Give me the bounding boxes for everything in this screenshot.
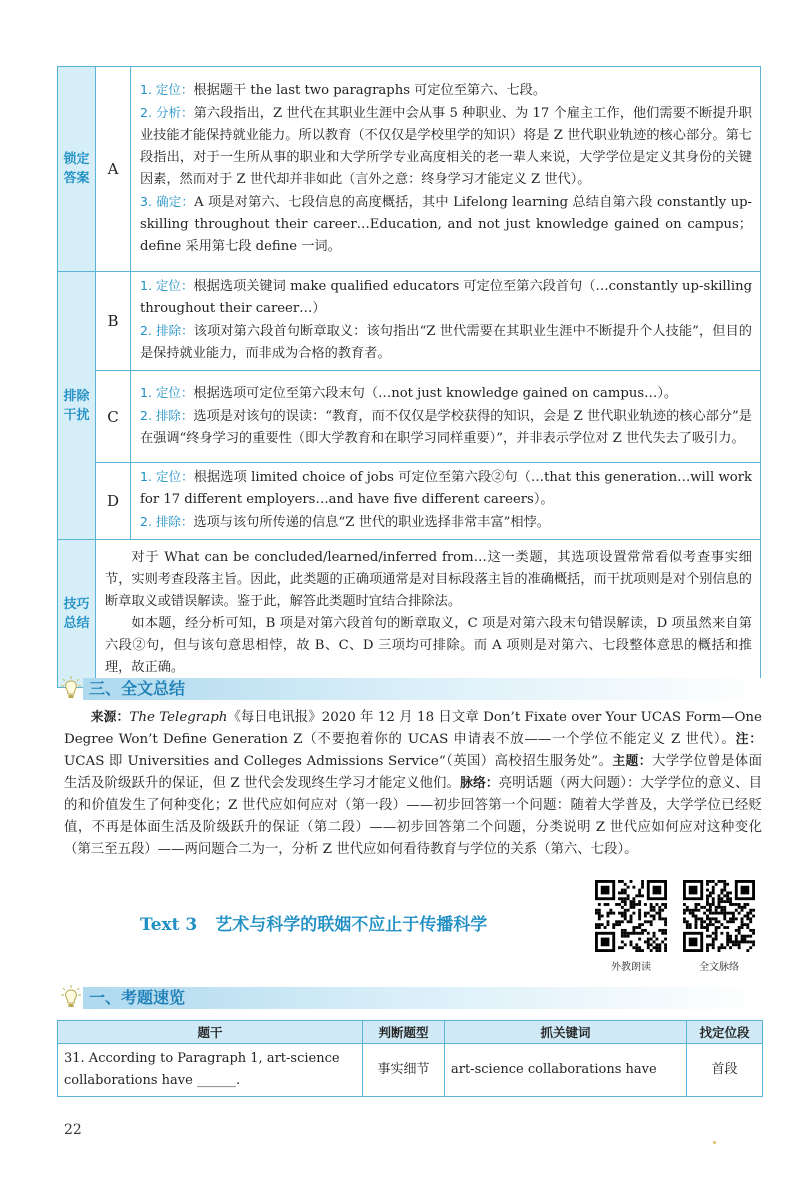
category-label: 锁定 答案 bbox=[63, 152, 90, 186]
step-text: 选项是对该句的误读：“教育，而不仅仅是学校获得的知识，会是 Z 世代职业轨迹的核心部分”是在强调“终身学习的重要性（即大学教育和在职学习同样重要）”，并非表示学位对 Z 世代失去了吸引力。 bbox=[140, 408, 752, 446]
text3-heading bbox=[140, 910, 487, 935]
step-label: 2. 排除： bbox=[140, 514, 194, 529]
category-exclude bbox=[58, 272, 96, 540]
category-label: 排除 干扰 bbox=[63, 388, 90, 423]
step-text: 根据选项 limited choice of jobs 可定位至第六段②句（…that this generation…will work for 17 different employers…and have five different careers）。 bbox=[140, 470, 752, 507]
note-label: 注： bbox=[735, 732, 763, 747]
step-label: 2. 分析： bbox=[140, 104, 194, 120]
decorative-dot bbox=[713, 1141, 716, 1144]
option-a: A bbox=[96, 67, 131, 272]
option-b-analysis bbox=[131, 272, 761, 371]
category-lock-answer bbox=[58, 67, 96, 272]
section-header-overview bbox=[57, 983, 765, 1013]
option-c: C bbox=[96, 371, 131, 463]
option-d-analysis bbox=[131, 463, 761, 540]
step-label: 1. 定位： bbox=[140, 384, 194, 400]
question-table-header bbox=[58, 1021, 763, 1044]
section-header-summary bbox=[57, 674, 765, 704]
header-cell: 题干 bbox=[58, 1021, 363, 1044]
note-text: UCAS 即 Universities and Colleges Admissions Service“（英国）高校招生服务处”。 bbox=[64, 754, 613, 769]
tips-paragraph: 对于 What can be concluded/learned/inferred from…这一类题，其选项设置常常看似考查事实细节，实则考查段落主旨。因此，此类题的正确项通常是对目标段落主旨的准确概括，而干扰项则是对个别信息的断章取义或错误解读。鉴于此，解答此类题时宜结合排除法。 bbox=[105, 549, 752, 609]
qr-caption-reading: 外教朗读 bbox=[611, 962, 651, 973]
step-text: 第六段指出，Z 世代在其职业生涯中会从事 5 种职业、为 17 个雇主工作，他们需要不断提升职业技能才能保持就业能力。所以教育（不仅仅是学校里学的知识）将是 Z 世代职业轨迹的核心部分。第七段指出，对于一生所从事的职业和大学所学专业高度相关的老一辈人来说，大学学位是定义其身份的关键因素，然而对于 Z 世代却并非如此（言外之意：终身学习才能定义 Z 世代）。 bbox=[140, 105, 752, 187]
option-a-analysis bbox=[131, 67, 761, 272]
qr-code-reading[interactable] bbox=[595, 880, 667, 952]
text3-number: Text 3 bbox=[140, 915, 198, 935]
analysis-table bbox=[57, 66, 761, 688]
tips-text bbox=[96, 540, 761, 688]
summary-text bbox=[64, 707, 762, 861]
question-paragraph: 首段 bbox=[687, 1044, 763, 1097]
category-tips bbox=[58, 540, 96, 688]
vein-text: 亮明话题（两大问题）：大学学位的意义、目的和价值发生了何种变化；Z 世代应如何应对（第一段）——初步回答第一个问题：随着大学普及，大学学位已经贬值，不再是体面生活及阶级跃升的保证（第二段）——初步回答第二个问题，分类说明 Z 世代应如何应对这种变化（第三至五段）——两问题合二为一，分析 Z 世代应如何看待教育与学位的关系（第六、七段）。 bbox=[64, 776, 762, 857]
step-label: 1. 定位： bbox=[140, 469, 194, 484]
step-text: A 项是对第六、七段信息的高度概括，其中 Lifelong learning 总结自第六段 constantly up-skilling throughout their career…Education, and not just knowledge gained on campus；define 采用第七段 define 一词。 bbox=[140, 194, 752, 254]
source-label: 来源： bbox=[90, 710, 130, 725]
step-label: 2. 排除： bbox=[140, 323, 194, 338]
step-label: 1. 定位： bbox=[140, 81, 194, 97]
step-label: 1. 定位： bbox=[140, 278, 194, 293]
lightbulb-icon bbox=[61, 676, 81, 702]
step-text: 根据选项可定位至第六段末句（…not just knowledge gained on campus…）。 bbox=[193, 385, 678, 401]
question-type: 事实细节 bbox=[363, 1044, 445, 1097]
question-stem: 31. According to Paragraph 1, art-science collaborations have ______. bbox=[58, 1044, 363, 1097]
text3-title: 艺术与科学的联姻不应止于传播科学 bbox=[215, 915, 488, 935]
source-publication: The Telegraph bbox=[129, 710, 228, 725]
step-text: 根据选项关键词 make qualified educators 可定位至第六段首句（…constantly up-skilling throughout their career…） bbox=[140, 279, 753, 316]
step-text: 根据题干 the last two paragraphs 可定位至第六、七段。 bbox=[193, 82, 547, 98]
header-cell: 找定位段 bbox=[687, 1021, 763, 1044]
option-d: D bbox=[96, 463, 131, 540]
question-keywords: art-science collaborations have bbox=[445, 1044, 687, 1097]
step-label: 2. 排除： bbox=[140, 407, 194, 423]
header-cell: 判断题型 bbox=[363, 1021, 445, 1044]
table-row bbox=[58, 1044, 763, 1097]
vein-label: 脉络： bbox=[460, 776, 499, 791]
section-title: 三、全文总结 bbox=[89, 679, 186, 698]
option-c-analysis bbox=[131, 371, 761, 463]
question-table bbox=[57, 1020, 763, 1097]
step-text: 选项与该句所传递的信息“Z 世代的职业选择非常丰富”相悖。 bbox=[193, 515, 550, 530]
lightbulb-icon bbox=[61, 985, 81, 1011]
section-title: 一、考题速览 bbox=[89, 988, 186, 1007]
theme-label: 主题： bbox=[612, 754, 652, 769]
step-label: 3. 确定： bbox=[140, 193, 195, 209]
qr-code-outline[interactable] bbox=[683, 880, 755, 952]
option-b: B bbox=[96, 272, 131, 371]
category-label: 技巧 总结 bbox=[63, 596, 90, 631]
page-number: 22 bbox=[64, 1122, 82, 1138]
step-text: 该项对第六段首句断章取义：该句指出“Z 世代需要在其职业生涯中不断提升个人技能”，但目的是保持就业能力，而非成为合格的教育者。 bbox=[140, 324, 752, 361]
header-bar bbox=[83, 678, 765, 700]
header-bar bbox=[83, 987, 765, 1009]
theme-text: 大学学位曾是体面生活及阶级跃升的保证，但 Z 世代会发现终生学习才能定义他们。 bbox=[64, 754, 763, 791]
source-text: 《每日电讯报》2020 年 12 月 18 日文章 Don’t Fixate over Your UCAS Form—One Degree Won’t Define Generation Z（不要抱着你的 UCAS 申请表不放——一个学位不能定义 Z 世代）。 bbox=[64, 710, 762, 747]
tips-paragraph: 如本题，经分析可知，B 项是对第六段首句的断章取义，C 项是对第六段末句错误解读，D 项虽然来自第六段②句，但与该句意思相悖，故 B、C、D 三项均可排除。而 A 项则是对第六、七段整体意思的概括和推理，故正确。 bbox=[105, 615, 752, 675]
header-cell: 抓关键词 bbox=[445, 1021, 687, 1044]
qr-caption-outline: 全文脉络 bbox=[699, 962, 739, 973]
